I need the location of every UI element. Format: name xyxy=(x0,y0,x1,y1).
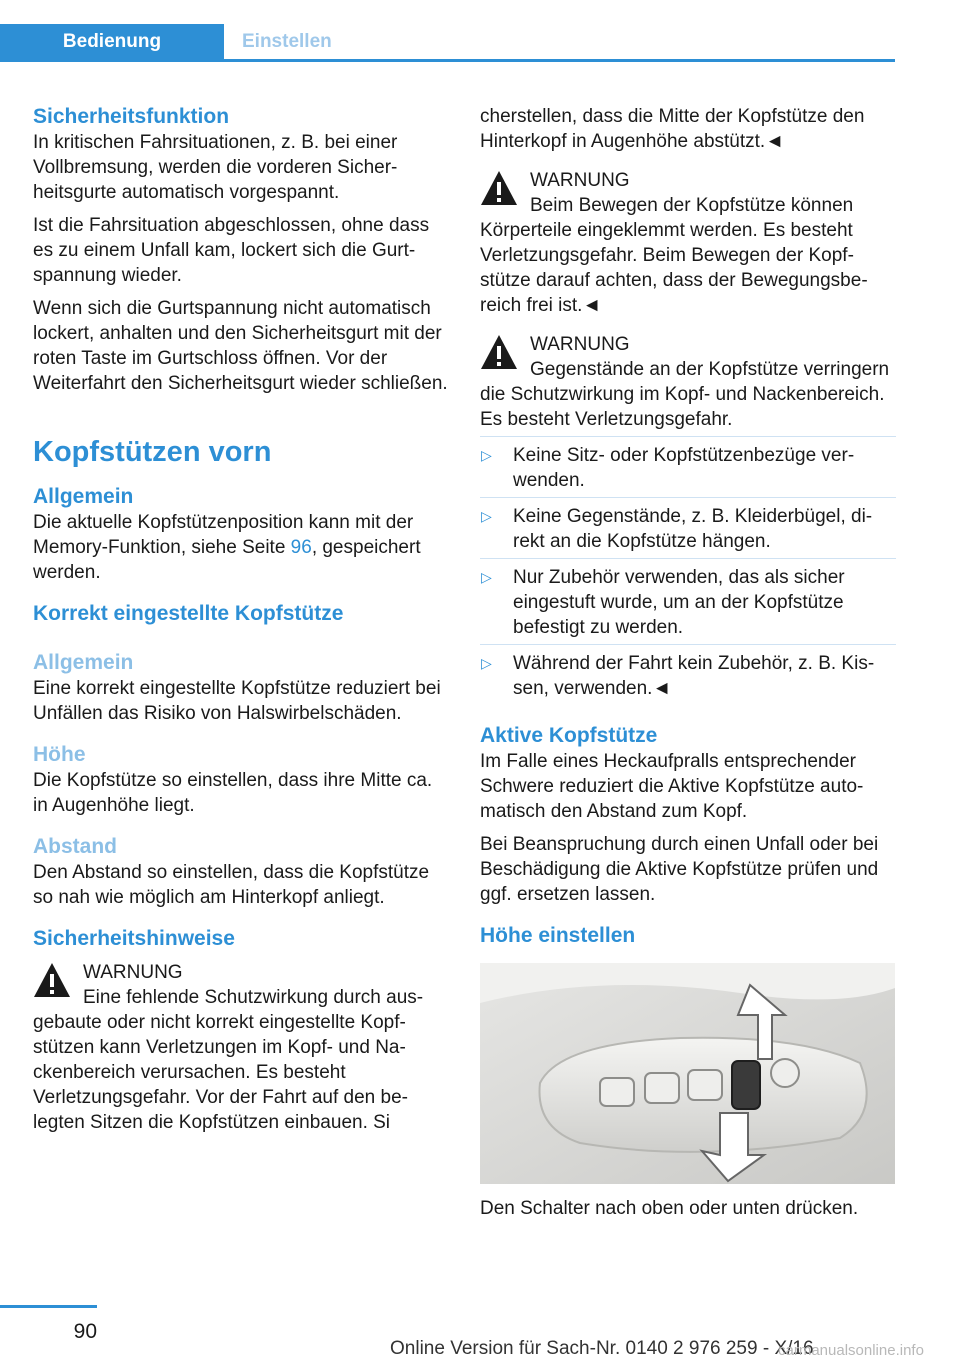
online-version-note: Online Version für Sach-Nr. 0140 2 976 259 - X/16 xyxy=(390,1338,814,1359)
warning-block xyxy=(480,332,896,432)
paragraph: Bei Beanspruchung durch einen Unfall oder bei Beschädigung die Aktive Kopfstütze prüfen und ggf. ersetzen lassen. xyxy=(480,834,879,905)
tab-bedienung[interactable]: Bedienung xyxy=(0,24,224,60)
paragraph: Den Schalter nach oben oder unten drücken. xyxy=(480,1198,859,1219)
seat-switch-photo xyxy=(480,963,895,1184)
bullet-list xyxy=(480,436,896,701)
heading-sicherheitsfunktion: Sicherheitsfunktion xyxy=(33,105,230,128)
warning-title: WARNUNG xyxy=(83,962,183,983)
paragraph: cherstellen, dass die Mitte der Kopfstütze den Hinterkopf in Augenhöhe abstützt.◄ xyxy=(480,106,865,152)
watermark: carmanualsonline.info xyxy=(778,1342,924,1359)
triangle-bullet-icon: ▷ xyxy=(481,447,492,463)
triangle-bullet-icon: ▷ xyxy=(481,655,492,671)
paragraph: Im Falle eines Heckaufpralls entsprechender Schwere reduziert die Aktive Kopfstütze automatisch den Abstand zum Kopf. xyxy=(480,751,864,822)
paragraph: Wenn sich die Gurtspannung nicht automatisch lockert, anhalten und den Sicherheitsgurt mit der roten Taste im Gurtschloss öffnen. Vor der Weiterfahrt den Sicherheitsgurt wieder schließen. xyxy=(33,298,448,394)
warning-block xyxy=(33,960,449,1135)
paragraph: In kritischen Fahrsituationen, z. B. bei einer Vollbremsung, werden die vorderen Sicherheitsgurte automatisch vorgespannt. xyxy=(33,132,398,203)
heading-korrekt-eingestellte-kopfstuetze: Korrekt eingestellte Kopfstütze xyxy=(33,602,344,625)
list-item: ▷ Keine Sitz- oder Kopfstützenbezüge verwenden. xyxy=(481,445,855,491)
warning-block xyxy=(480,168,896,318)
subheading-hoehe: Höhe xyxy=(33,743,86,766)
chapter-tab-bar xyxy=(0,24,895,62)
left-column xyxy=(33,104,449,1143)
heading-hoehe-einstellen: Höhe einstellen xyxy=(480,924,636,947)
paragraph: Den Abstand so einstellen, dass die Kopfstütze so nah wie möglich am Hinterkopf anliegt. xyxy=(33,862,430,908)
warning-title: WARNUNG xyxy=(530,334,630,355)
warning-triangle-icon xyxy=(480,334,518,370)
heading-sicherheitshinweise: Sicherheitshinweise xyxy=(33,927,235,950)
warning-triangle-icon xyxy=(480,170,518,206)
page-number: 90 xyxy=(73,1320,97,1343)
warning-text: Gegenstände an der Kopfstütze verringern die Schutzwirkung im Kopf- und Nackenbereich. Es besteht Verletzungsgefahr. xyxy=(480,359,890,430)
right-column xyxy=(480,104,896,1229)
triangle-bullet-icon: ▷ xyxy=(481,569,492,585)
warning-text: Beim Bewegen der Kopfstütze können Körperteile eingeklemmt werden. Es besteht Verletzungsgefahr. Beim Bewegen der Kopfstütze darauf achten, dass der Bewegungsbereich frei ist.◄ xyxy=(480,195,868,316)
heading-kopfstuetzen-vorn: Kopfstützen vorn xyxy=(33,436,272,468)
list-item: ▷ Nur Zubehör verwenden, das als sicher eingestuft wurde, um an der Kopfstütze befestigt zu werden. xyxy=(481,567,845,638)
paragraph: Ist die Fahrsituation abgeschlossen, ohne dass es zu einem Unfall kam, lockert sich die Gurtspannung wieder. xyxy=(33,215,430,286)
triangle-bullet-icon: ▷ xyxy=(481,508,492,524)
heading-allgemein: Allgemein xyxy=(33,485,134,508)
heading-aktive-kopfstuetze: Aktive Kopfstütze xyxy=(480,724,658,747)
warning-triangle-icon xyxy=(33,962,71,998)
footer-rule xyxy=(0,1305,97,1308)
paragraph: Die Kopfstütze so einstellen, dass ihre Mitte ca. in Augenhöhe liegt. xyxy=(33,770,433,816)
subheading-allgemein: Allgemein xyxy=(33,651,134,674)
paragraph-memory: Die aktuelle Kopfstützenposition kann mit der Memory-Funktion, siehe Seite 96, gespeichert werden. xyxy=(33,512,421,583)
list-item: ▷ Keine Gegenstände, z. B. Kleiderbügel, direkt an die Kopfstütze hängen. xyxy=(481,506,873,552)
subheading-abstand: Abstand xyxy=(33,835,117,858)
warning-title: WARNUNG xyxy=(530,170,630,191)
seat-control-illustration xyxy=(480,963,895,1184)
paragraph: Eine korrekt eingestellte Kopfstütze reduziert bei Unfällen das Risiko von Halswirbelschäden. xyxy=(33,678,441,724)
page-link-96[interactable]: 96 xyxy=(290,537,312,558)
warning-text: Eine fehlende Schutzwirkung durch ausgebaute oder nicht korrekt eingestellte Kopfstützen kann Verletzungen im Kopf- und Nackenbereich verursachen. Es besteht Verletzungsgefahr. Vor der Fahrt auf den belegten Sitzen die Kopfstützen einbauen. Si xyxy=(33,987,424,1133)
list-item: ▷ Während der Fahrt kein Zubehör, z. B. Kissen, verwenden.◄ xyxy=(481,653,875,699)
tab-einstellen[interactable]: Einstellen xyxy=(242,31,332,52)
